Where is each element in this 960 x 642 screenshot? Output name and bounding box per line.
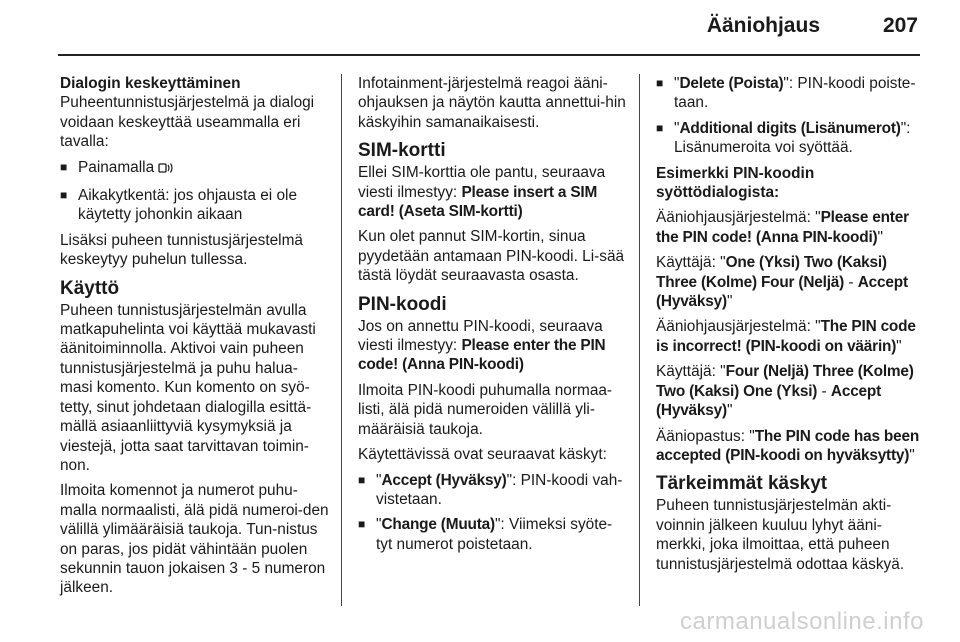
list-item-text: Aikakytkentä: jos ohjausta ei ole käytetty johonkin aikaan xyxy=(78,187,298,224)
bullet-icon: ■ xyxy=(358,517,366,532)
paragraph: Kun olet pannut SIM-kortin, sinua pyydetään antamaan PIN-koodi. Li-sää tästä löydät seuraavasta osasta. xyxy=(358,228,625,285)
section-heading-use: Käyttö xyxy=(60,277,120,299)
dialog-line xyxy=(656,317,924,356)
section-heading-sim: SIM-kortti xyxy=(358,140,446,162)
quote-mark: " xyxy=(783,75,789,92)
dialog-line xyxy=(656,427,924,466)
dialog-speaker: Käyttäjä: xyxy=(656,254,721,272)
paragraph: Puheentunnistusjärjestelmä ja dialogi voidaan keskeyttää useammalla eri tavalla: xyxy=(60,94,315,151)
dialog-line xyxy=(656,253,924,311)
section-heading-main-commands: Tärkeimmät käskyt xyxy=(656,473,828,495)
dialog-line xyxy=(656,208,924,247)
list-item-text: : Viimeksi syöte-tyt numerot poistetaan. xyxy=(376,516,613,553)
list-item-text: : PIN-koodi poiste-taan. xyxy=(674,75,916,112)
quote-mark: " xyxy=(749,427,755,445)
quote-mark: " xyxy=(674,75,680,92)
paragraph: Ilmoita PIN-koodi puhumalla normaa-listi, älä pidä numeroiden välillä yli-määräisiä taukoja. xyxy=(358,381,613,438)
quote-mark: " xyxy=(726,402,733,420)
column-1 xyxy=(60,74,330,604)
quote-mark: " xyxy=(720,363,726,381)
header-rule xyxy=(58,54,920,56)
list-item xyxy=(358,471,628,510)
quote-mark: " xyxy=(376,516,382,534)
voice-command: Additional digits (Lisänumerot) xyxy=(679,119,901,137)
voice-command: One (Yksi) Two (Kaksi) Three (Kolme) Four (Neljä) xyxy=(656,254,887,291)
bullet-icon: ■ xyxy=(60,159,68,174)
dialog-speaker: Ääniopastus: xyxy=(656,427,750,445)
voice-command: Four (Neljä) Three (Kolme) Two (Kaksi) One (Yksi) xyxy=(656,363,914,400)
paragraph: Infotainment-järjestelmä reagoi ääni-ohjauksen ja näytön kautta annettui-hin käskyihin samanaikaisesti. xyxy=(358,75,626,131)
quote-mark: " xyxy=(376,471,382,489)
list-item xyxy=(656,119,924,158)
section-heading-pin: PIN-koodi xyxy=(358,293,447,315)
quote-mark: " xyxy=(877,228,883,246)
bullet-icon: ■ xyxy=(656,76,664,90)
list-item-text: : PIN-koodi vah-vistetaan. xyxy=(376,471,623,508)
list-item xyxy=(60,186,330,225)
separator: - xyxy=(817,382,831,400)
voice-command: Please enter the PIN code! (Anna PIN-koodi) xyxy=(656,209,909,246)
paragraph-text: Jos on annettu PIN-koodi, seuraava viesti ilmestyy: xyxy=(358,317,603,355)
watermark: carmanualsonline.info xyxy=(680,608,924,635)
list-item-text: : Lisänumeroita voi syöttää. xyxy=(674,119,911,157)
quote-mark: " xyxy=(494,516,501,534)
voice-command: Please insert a SIM card! (Aseta SIM-kortti) xyxy=(358,183,598,221)
list-item xyxy=(60,158,330,180)
paragraph xyxy=(358,317,628,375)
voice-command: Accept (Hyväksy) xyxy=(656,273,908,311)
list-item-text: Painamalla xyxy=(78,158,155,176)
column-divider-2 xyxy=(639,74,640,606)
section-heading-cancel: Dialogin keskeyttäminen xyxy=(60,75,241,92)
voice-command: Please enter the PIN code! (Anna PIN-koodi) xyxy=(358,337,606,374)
paragraph: Puheen tunnistusjärjestelmän akti-voinnin jälkeen kuuluu lyhyt ääni-merkki, joka ilmoittaa, että puheen tunnistusjärjestelmä odottaa käskyä. xyxy=(656,497,905,573)
column-divider-1 xyxy=(341,74,342,606)
column-2 xyxy=(358,74,628,560)
separator: - xyxy=(844,273,858,291)
page-title: Ääniohjaus xyxy=(706,14,820,37)
quote-mark: " xyxy=(726,293,733,311)
list-item xyxy=(656,74,924,113)
dialog-speaker: Ääniohjausjärjestelmä: xyxy=(656,318,816,336)
phone-voice-icon xyxy=(158,161,176,180)
paragraph: Käytettävissä ovat seuraavat käskyt: xyxy=(358,446,607,464)
quote-mark: " xyxy=(720,254,726,272)
quote-mark: " xyxy=(909,446,915,464)
dialog-speaker: Käyttäjä: xyxy=(656,363,721,381)
example-title: Esimerkki PIN-koodin syöttödialogista: xyxy=(656,164,815,202)
column-3 xyxy=(656,74,924,580)
voice-command: Accept (Hyväksy) xyxy=(381,471,507,489)
paragraph: Ilmoita komennot ja numerot puhu-malla normaalisti, älä pidä numeroi-den välillä ylimääräisiä taukoja. Tun-nistus on paras, jos pidät vähintään puolen sekunnin tauon jokaisen 3 - 5 numeron jälkeen. xyxy=(60,482,329,597)
page-number: 207 xyxy=(882,14,918,37)
voice-command: Delete (Poista) xyxy=(679,75,784,92)
paragraph: Puheen tunnistusjärjestelmän avulla matkapuhelinta voi käyttää mukavasti äänitoiminnolla. Aktivoi vain puheen tunnistusjärjestelmä ja puhu halua-masi komento. Kun komento on syö-tetty, sinut johdetaan dialogilla esittä-mällä asiaanliittyviä kysymyksiä ja viestejä, jotta saat tarvittavan toimin-non. xyxy=(60,301,316,474)
quote-mark: " xyxy=(506,471,513,489)
quote-mark: " xyxy=(900,119,907,137)
list-item xyxy=(358,515,628,554)
voice-command: Accept (Hyväksy) xyxy=(656,382,882,420)
voice-command: The PIN code is incorrect! (PIN-koodi on väärin) xyxy=(656,318,916,355)
paragraph-text: Ellei SIM-korttia ole pantu, seuraava viesti ilmestyy: xyxy=(358,164,606,201)
voice-command: The PIN code has been accepted (PIN-koodi on hyväksytty) xyxy=(656,427,920,464)
bullet-icon: ■ xyxy=(60,188,68,203)
quote-mark: " xyxy=(815,209,821,227)
dialog-speaker: Ääniohjausjärjestelmä: xyxy=(656,209,816,227)
dialog-line xyxy=(656,362,924,420)
quote-mark: " xyxy=(815,318,821,336)
bullet-icon: ■ xyxy=(656,120,664,135)
quote-mark: " xyxy=(674,119,680,137)
voice-command: Change (Muuta) xyxy=(381,516,495,534)
paragraph xyxy=(358,163,628,221)
bullet-icon: ■ xyxy=(358,472,366,487)
quote-mark: " xyxy=(896,337,902,355)
paragraph: Lisäksi puheen tunnistusjärjestelmä keskeytyy puhelun tullessa. xyxy=(60,231,303,269)
